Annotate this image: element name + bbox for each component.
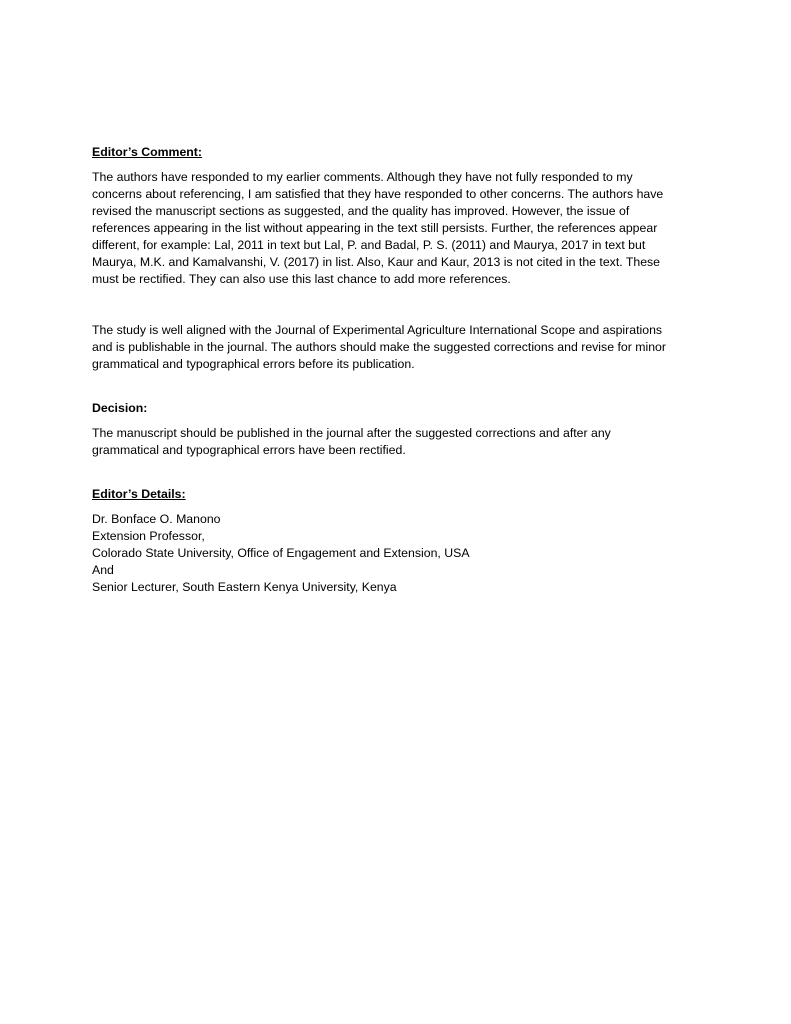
document-body xyxy=(92,144,707,596)
decision-paragraph xyxy=(92,425,707,459)
editor-affiliation-2: Senior Lecturer, South Eastern Kenya University, Kenya xyxy=(92,580,397,594)
editor-affiliation-1: Colorado State University, Office of Engagement and Extension, USA xyxy=(92,546,470,560)
editor-title: Extension Professor, xyxy=(92,529,205,543)
text-line: The authors have responded to my earlier comments. Although they have not fully responded to my xyxy=(92,170,633,184)
editors-comment-heading: Editor’s Comment: xyxy=(92,145,202,159)
editors-details-heading: Editor’s Details: xyxy=(92,487,186,501)
text-line: different, for example: Lal, 2011 in text but Lal, P. and Badal, P. S. (2011) and Maurya, 2017 in text but xyxy=(92,238,646,252)
text-line: Maurya, M.K. and Kamalvanshi, V. (2017) in list. Also, Kaur and Kaur, 2013 is not cited in the text. These xyxy=(92,255,661,269)
text-line: grammatical and typographical errors have been rectified. xyxy=(92,443,406,457)
text-line: grammatical and typographical errors before its publication. xyxy=(92,357,415,371)
text-line: references appearing in the list without appearing in the text still persists. Further, the references appear xyxy=(92,221,658,235)
editor-name: Dr. Bonface O. Manono xyxy=(92,512,221,526)
text-line: must be rectified. They can also use this last chance to add more references. xyxy=(92,272,511,286)
editors-comment-paragraph-2 xyxy=(92,322,707,373)
text-line: The study is well aligned with the Journal of Experimental Agriculture International Scope and aspirations xyxy=(92,323,663,337)
text-line: revised the manuscript sections as suggested, and the quality has improved. However, the issue of xyxy=(92,204,630,218)
text-line: and is publishable in the journal. The authors should make the suggested corrections and revise for minor xyxy=(92,340,666,354)
decision-heading: Decision: xyxy=(92,401,148,415)
text-line: The manuscript should be published in the journal after the suggested corrections and after any xyxy=(92,426,611,440)
text-line: concerns about referencing, I am satisfied that they have responded to other concerns. The authors have xyxy=(92,187,664,201)
editor-affiliation-conjunction: And xyxy=(92,563,114,577)
editors-comment-paragraph-1 xyxy=(92,169,707,288)
editors-details-block xyxy=(92,511,707,596)
